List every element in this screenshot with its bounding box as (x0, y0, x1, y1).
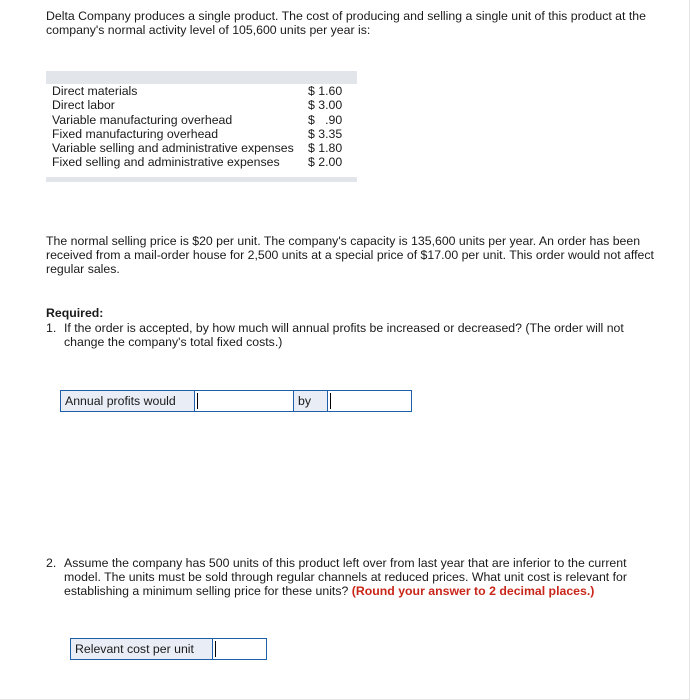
cost-row-direct-labor (52, 98, 352, 112)
relevant-cost-field[interactable] (213, 639, 266, 659)
annual-profits-label: Annual profits would (61, 391, 195, 411)
cost-row-fixed-mfg-overhead (52, 127, 352, 141)
relevant-cost-label: Relevant cost per unit (71, 639, 213, 659)
relevant-cost-answer-row (70, 638, 267, 660)
cost-row-direct-materials (52, 84, 352, 98)
cost-table (46, 71, 357, 183)
cost-label: Variable manufacturing overhead (52, 112, 233, 127)
annual-profits-answer-row (60, 390, 412, 412)
profit-amount-input[interactable] (328, 391, 411, 411)
cost-table-header-bar (46, 71, 357, 84)
cost-label: Fixed selling and administrative expenses (52, 155, 280, 170)
cost-value: $ 1.80 (308, 141, 343, 156)
profit-amount-field[interactable] (328, 391, 411, 411)
cost-row-fixed-selling-admin (52, 155, 352, 169)
required-heading: Required: (46, 306, 104, 320)
cost-label: Direct materials (52, 84, 138, 98)
intro-paragraph: Delta Company produces a single product. The cost of producing and selling a single unit of this product at the company's normal activity level of 105,600 units per year is: (46, 9, 646, 37)
question-2 (46, 556, 656, 598)
cost-label: Direct labor (52, 98, 115, 113)
by-label: by (294, 391, 328, 411)
cost-label: Variable selling and administrative expenses (52, 141, 294, 156)
question-number: 2. (46, 556, 57, 570)
question-1 (46, 321, 656, 349)
cost-value: $ 2.00 (308, 155, 343, 170)
cost-value: $ .90 (308, 112, 343, 127)
question-number: 1. (46, 321, 57, 335)
cost-row-variable-selling-admin (52, 141, 352, 155)
relevant-cost-input[interactable] (213, 639, 266, 659)
cost-table-footer-bar (46, 177, 357, 182)
order-paragraph: The normal selling price is $20 per unit. The company's capacity is 135,600 units per year. An order has been received from a mail-order house for 2,500 units at a special price of $17.00 per unit. This order would not affect regular sales. (46, 234, 654, 276)
cost-value: $ 3.35 (308, 126, 343, 141)
question-2-text: Assume the company has 500 units of this product left over from last year that are inferior to the current model. The units must be sold through regular channels at reduced prices. What unit cost is relevant for establishing a minimum selling price for these units? (64, 556, 627, 598)
cost-value: $ 3.00 (308, 98, 343, 113)
increase-decrease-field[interactable] (195, 391, 293, 411)
question-2-text-block (64, 556, 656, 598)
cost-value: $ 1.60 (308, 84, 343, 98)
question-1-text: If the order is accepted, by how much will annual profits be increased or decreased? (The order will not change the company's total fixed costs.) (64, 321, 624, 349)
rounding-instruction: (Round your answer to 2 decimal places.) (351, 584, 595, 598)
cost-row-variable-mfg-overhead (52, 113, 352, 127)
increase-decrease-input[interactable] (195, 391, 294, 411)
cost-label: Fixed manufacturing overhead (52, 126, 219, 141)
